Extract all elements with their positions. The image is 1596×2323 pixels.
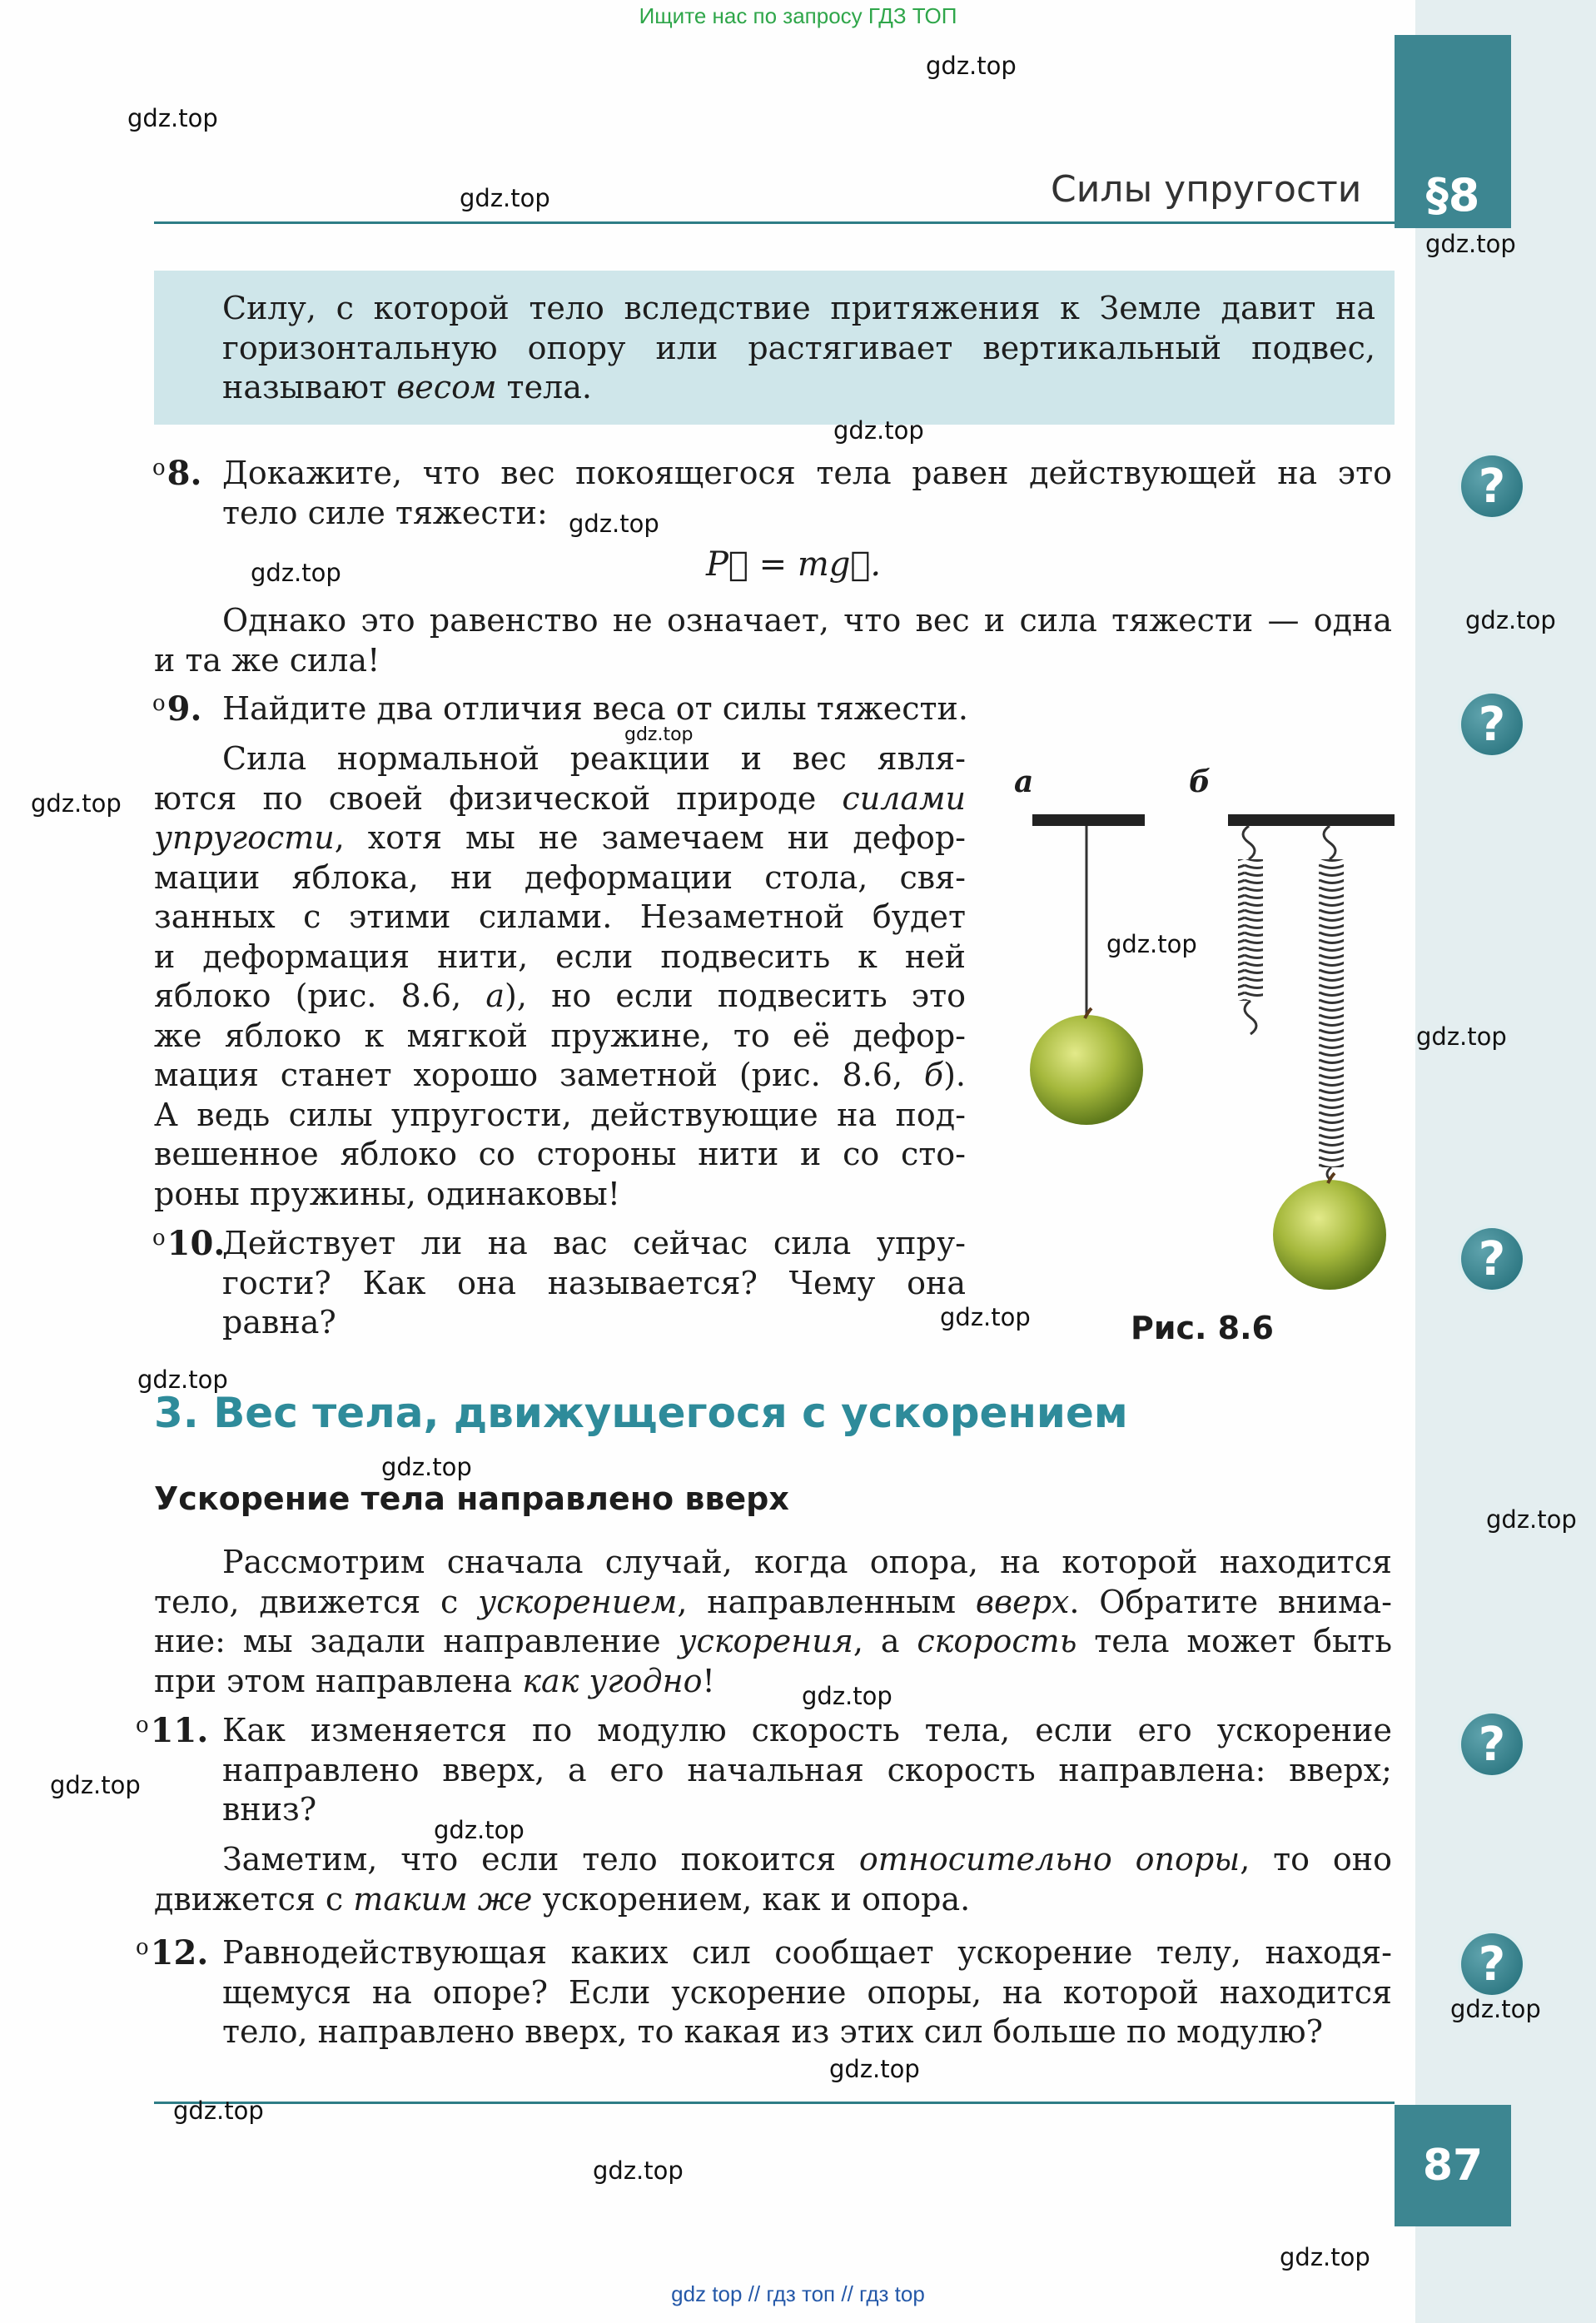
paragraph-acceleration xyxy=(154,1543,1392,1701)
text-line: роны пружины, одинаковы! xyxy=(154,1175,620,1212)
text-line: щемуся на опоре? Если ускорение опоры, на которой находится xyxy=(222,1973,1392,2011)
short-spring xyxy=(1238,826,1263,1034)
help-question-icon[interactable]: ? xyxy=(1461,1933,1523,1995)
section-3-title: 3. Вес тела, движущегося с ускорением xyxy=(154,1389,1128,1437)
help-question-icon[interactable]: ? xyxy=(1461,1714,1523,1775)
watermark: gdz.top xyxy=(1486,1505,1577,1534)
text-line: тело, движется с ускорением, направленным вверх. Обратите внима- xyxy=(154,1583,1392,1620)
apple-a xyxy=(1030,1008,1143,1125)
page-number-tab xyxy=(1395,2105,1511,2226)
text-line: же яблоко к мягкой пружине, то её дефор- xyxy=(154,1017,966,1054)
section-tab-label: §8 xyxy=(1425,169,1480,221)
text-line: занных с этими силами. Незаметной будет xyxy=(154,898,966,935)
definition-text xyxy=(222,289,1375,408)
text-line: яблоко (рис. 8.6, а), но если подвесить это xyxy=(154,977,966,1014)
figure-label-b: б xyxy=(1189,764,1211,799)
page-number: 87 xyxy=(1422,2141,1484,2191)
running-title: Силы упругости xyxy=(1051,168,1362,211)
question-8-number: $^o$8. xyxy=(152,454,202,493)
text-line: Однако это равенство не означает, что вес и сила тяжести — одна xyxy=(222,602,1392,639)
watermark: gdz.top xyxy=(460,184,550,212)
watermark: gdz.top xyxy=(1280,2243,1370,2271)
question-10-text xyxy=(222,1224,966,1343)
watermark: gdz.top xyxy=(1465,606,1556,634)
figure-caption: Рис. 8.6 xyxy=(1131,1310,1274,1346)
watermark: gdz.top xyxy=(251,559,341,587)
text-line: тело, направлено вверх, то какая из этих сил больше по модулю? xyxy=(222,2013,1323,2050)
help-question-icon[interactable]: ? xyxy=(1461,694,1523,755)
text-line: горизонтальную опору или растягивает вертикальный подвес, xyxy=(222,329,1375,366)
watermark: gdz.top xyxy=(593,2156,684,2185)
watermark: gdz.top xyxy=(926,52,1017,80)
text-line: Найдите два отличия веса от силы тяжести. xyxy=(222,690,968,727)
paragraph-elastic-forces xyxy=(154,739,966,1214)
text-line: и деформация нити, если подвесить к ней xyxy=(154,938,966,975)
text-line: мация станет хорошо заметной (рис. 8.6, б). xyxy=(154,1057,966,1093)
watermark: gdz.top xyxy=(1450,1995,1541,2023)
watermark: gdz.top xyxy=(434,1816,525,1844)
question-12-text xyxy=(222,1933,1392,2052)
question-9-number: $^o$9. xyxy=(152,689,202,729)
text-line: Равнодействующая каких сил сообщает ускорение телу, находя- xyxy=(222,1934,1392,1971)
subheading-accel-up: Ускорение тела направлено вверх xyxy=(154,1480,789,1517)
footer-rule xyxy=(154,2102,1395,2104)
text-line: вниз? xyxy=(222,1791,317,1828)
section-tab xyxy=(1395,35,1511,228)
term-weight: весом xyxy=(396,369,497,405)
text-line: А ведь силы упругости, действующие на под- xyxy=(154,1096,966,1133)
text-line: равна? xyxy=(222,1304,336,1341)
text-line: Как изменяется по модулю скорость тела, если его ускорение xyxy=(222,1712,1392,1748)
help-question-icon[interactable]: ? xyxy=(1461,455,1523,517)
watermark: gdz.top xyxy=(829,2055,920,2083)
question-11-number: $^o$11. xyxy=(136,1711,209,1750)
watermark: gdz.top xyxy=(50,1771,141,1799)
long-spring xyxy=(1319,826,1344,1181)
top-banner[interactable]: Ищите нас по запросу ГДЗ ТОП xyxy=(639,3,957,28)
support-bar-a xyxy=(1032,814,1145,826)
text-line: называют весом тела. xyxy=(222,369,592,405)
text-line: гости? Как она называется? Чему она xyxy=(222,1264,966,1301)
watermark: gdz.top xyxy=(127,104,218,132)
apple-b xyxy=(1273,1173,1386,1290)
watermark: gdz.top xyxy=(569,510,659,538)
paragraph-weight-vs-gravity xyxy=(154,601,1392,680)
text-line: при этом направлена как угодно! xyxy=(154,1662,715,1699)
watermark: gdz.top xyxy=(1425,230,1516,258)
text-line: ние: мы задали направление ускорения, а скорость тела может быть xyxy=(154,1623,1393,1659)
watermark: gdz.top xyxy=(802,1682,892,1710)
header-rule xyxy=(154,221,1395,224)
support-bar-b xyxy=(1228,814,1395,826)
text-line: и та же сила! xyxy=(154,641,380,679)
text-line: вешенное яблоко со стороны нити и со сто- xyxy=(154,1136,966,1172)
watermark: gdz.top xyxy=(381,1453,472,1481)
text-line: ются по своей физической природе силами xyxy=(154,779,966,817)
watermark: gdz.top xyxy=(1106,930,1197,958)
text-line: Сила нормальной реакции и вес явля- xyxy=(222,740,966,777)
watermark: gdz.top xyxy=(173,2097,264,2125)
text-line: упругости, хотя мы не замечаем ни дефор- xyxy=(154,819,966,856)
text-line: движется с таким же ускорением, как и опора. xyxy=(154,1880,971,1918)
watermark: gdz.top xyxy=(1416,1022,1507,1051)
question-11-text xyxy=(222,1711,1392,1830)
help-question-icon[interactable]: ? xyxy=(1461,1228,1523,1290)
question-10-number: $^o$10. xyxy=(152,1224,226,1263)
text-line: Силу, с которой тело вследствие притяжения к Земле давит на xyxy=(222,290,1375,326)
text-line: Заметим, что если тело покоится относительно опоры, то оно xyxy=(222,1841,1392,1878)
figure-label-a: а xyxy=(1014,764,1034,799)
watermark: gdz.top xyxy=(137,1365,228,1394)
formula-weight-equals-mg: P⃗ = mg⃗. xyxy=(706,545,882,584)
footer-links[interactable]: gdz top // гдз топ // гдз top xyxy=(671,2281,925,2306)
watermark: gdz.top xyxy=(940,1303,1031,1331)
figure-8-6-apples xyxy=(1020,803,1403,1303)
question-12-number: $^o$12. xyxy=(136,1933,209,1972)
watermark: gdz.top xyxy=(833,416,924,445)
watermark: gdz.top xyxy=(624,724,694,745)
question-8-text xyxy=(222,454,1392,533)
text-line: Рассмотрим сначала случай, когда опора, на которой находится xyxy=(222,1544,1392,1580)
text-line: направлено вверх, а его начальная скорость направлена: вверх; xyxy=(222,1751,1392,1788)
text-line: тело силе тяжести: xyxy=(222,494,548,531)
text-line: Действует ли на вас сейчас сила упру- xyxy=(222,1225,966,1261)
watermark: gdz.top xyxy=(31,789,122,818)
text-line: мации яблока, ни деформации стола, свя- xyxy=(154,858,966,896)
text-line: Докажите, что вес покоящегося тела равен действующей на это xyxy=(222,455,1392,491)
question-9-text xyxy=(222,689,1055,729)
paragraph-relative-rest xyxy=(154,1840,1392,1919)
